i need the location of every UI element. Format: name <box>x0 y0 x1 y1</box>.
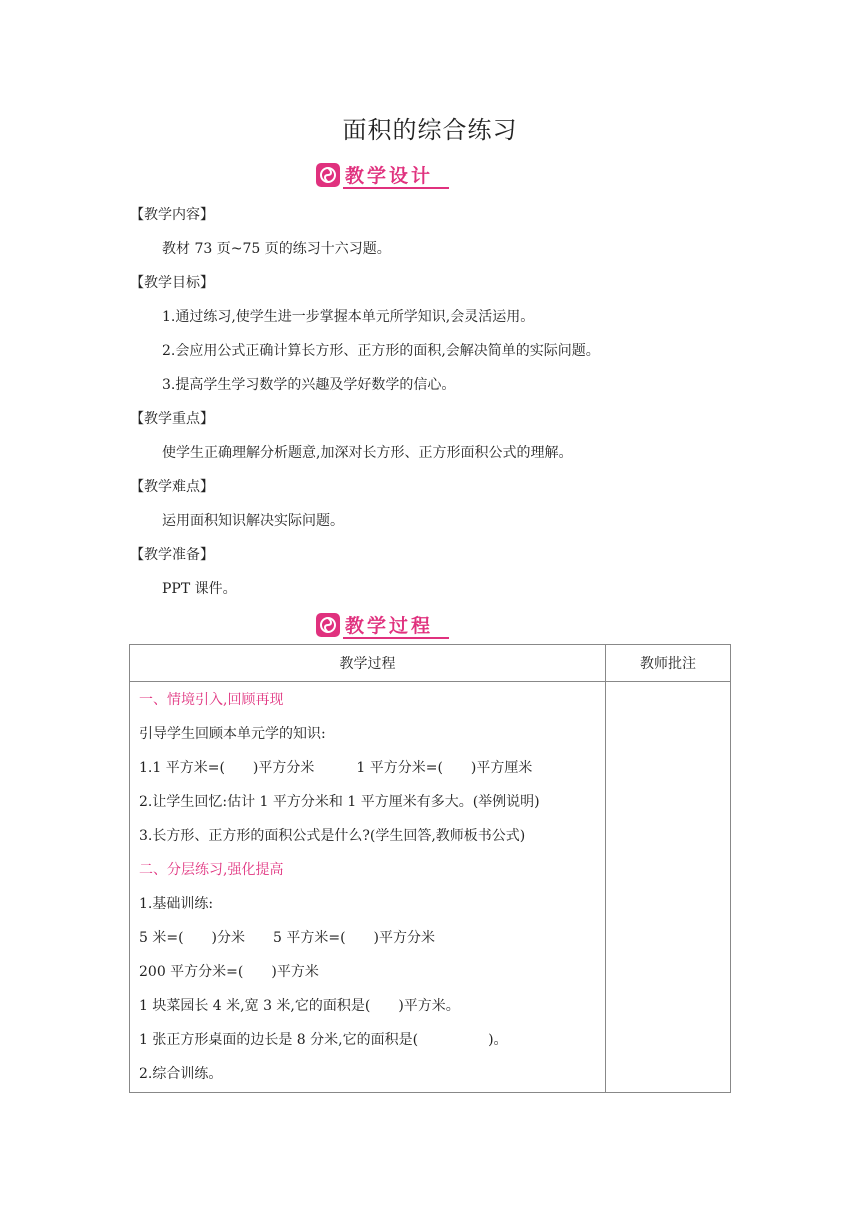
table-row <box>130 682 731 1093</box>
preparation-line-1: PPT 课件。 <box>162 581 237 597</box>
section-heading-difficulties: 【教学难点】 <box>130 479 214 495</box>
section-heading-key-points: 【教学重点】 <box>130 411 214 427</box>
process-line: 1.基础训练: <box>139 896 214 912</box>
header-teacher-notes: 教师批注 <box>606 645 731 682</box>
difficulty-line-1: 运用面积知识解决实际问题。 <box>162 513 344 529</box>
process-line: 1.1 平方米=( )平方分米 1 平方分米=( )平方厘米 <box>139 760 533 776</box>
banner-label: 教学过程 <box>345 615 434 637</box>
process-line: 2.让学生回忆:估计 1 平方分米和 1 平方厘米有多大。(举例说明) <box>139 794 540 810</box>
section-heading-content: 【教学内容】 <box>130 207 214 223</box>
process-table <box>129 644 731 1093</box>
section-heading-preparation: 【教学准备】 <box>130 547 214 563</box>
page-title: 面积的综合练习 <box>342 116 518 144</box>
process-line: 1 张正方形桌面的边长是 8 分米,它的面积是( )。 <box>139 1032 508 1048</box>
key-point-line-1: 使学生正确理解分析题意,加深对长方形、正方形面积公式的理解。 <box>162 445 573 461</box>
banner-underline <box>343 187 449 189</box>
process-cell <box>130 682 606 1093</box>
table-header-row <box>130 645 731 682</box>
goal-line-1: 1.通过练习,使学生进一步掌握本单元所学知识,会灵活运用。 <box>162 309 535 325</box>
swirl-logo-icon <box>316 163 340 187</box>
goal-line-2: 2.会应用公式正确计算长方形、正方形的面积,会解决简单的实际问题。 <box>162 343 600 359</box>
header-process: 教学过程 <box>130 645 606 682</box>
process-line: 200 平方分米=( )平方米 <box>139 964 319 980</box>
teaching-design-banner <box>313 160 449 190</box>
subheading-practice: 二、分层练习,强化提高 <box>139 862 284 878</box>
subheading-intro: 一、情境引入,回顾再现 <box>139 692 284 708</box>
goal-line-3: 3.提高学生学习数学的兴趣及学好数学的信心。 <box>162 377 456 393</box>
swirl-logo-icon <box>316 613 340 637</box>
process-line: 2.综合训练。 <box>139 1066 223 1082</box>
process-line: 1 块菜园长 4 米,宽 3 米,它的面积是( )平方米。 <box>139 998 460 1014</box>
banner-label: 教学设计 <box>345 165 434 187</box>
teacher-notes-cell <box>606 682 731 1093</box>
teaching-process-banner <box>313 610 449 640</box>
process-line: 引导学生回顾本单元学的知识: <box>139 726 326 742</box>
process-line: 3.长方形、正方形的面积公式是什么?(学生回答,教师板书公式) <box>139 828 526 844</box>
content-line-1: 教材 73 页~75 页的练习十六习题。 <box>162 241 391 257</box>
section-heading-goals: 【教学目标】 <box>130 275 214 291</box>
banner-underline <box>343 637 449 639</box>
process-line: 5 米=( )分米 5 平方米=( )平方分米 <box>139 930 436 946</box>
